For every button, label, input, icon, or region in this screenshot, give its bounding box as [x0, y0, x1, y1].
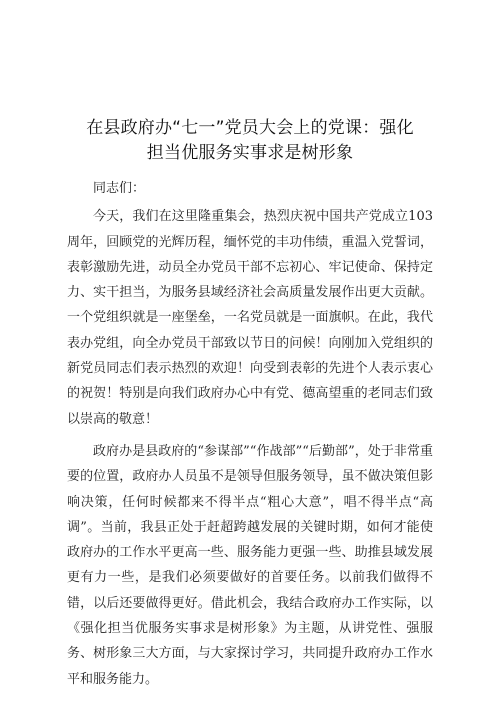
title-line-1: 在县政府办“七一”党员大会上的党课：强化 — [86, 118, 414, 138]
document-title — [60, 116, 440, 166]
document-body — [67, 176, 433, 699]
paragraph-2: 政府办是县政府的“参谋部”“作战部”“后勤部”，处于非常重要的位置，政府办人员虽不是领导但服务领导，虽不做决策但影响决策，任何时候都来不得半点“粗心大意”，唱不得半点“高调”。当前，我县正处于赶超跨越发展的关键时期，如何才能使政府办的工作水平更高一些、服务能力更强一些、助推县域发展更有力一些，是我们必须要做好的首要任务。以前我们做得不错，以后还要做得更好。借此机会，我结合政府办工作实际，以《强化担当优服务实事求是树形象》为主题，从讲党性、强服务、树形象三大方面，与大家探讨学习，共同提升政府办工作水平和服务能力。 — [67, 443, 433, 687]
title-line-2: 担当优服务实事求是树形象 — [146, 143, 354, 163]
salutation: 同志们： — [93, 181, 146, 196]
paragraph-1: 今天，我们在这里隆重集会，热烈庆祝中国共产党成立103周年，回顾党的光辉历程，缅怀党的丰功伟绩，重温入党誓词，表彰激励先进，动员全办党员干部不忘初心、牢记使命、保持定力、实干担当，为服务县域经济社会高质量发展作出更大贡献。一个党组织就是一座堡垒，一名党员就是一面旗帜。在此，我代表办党组，向全办党员干部致以节日的问候！向刚加入党组织的新党员同志们表示热烈的欢迎！向受到表彰的先进个人表示衷心的祝贺！特别是向我们政府办心中有党、德高望重的老同志们致以崇高的敬意！ — [67, 209, 433, 427]
